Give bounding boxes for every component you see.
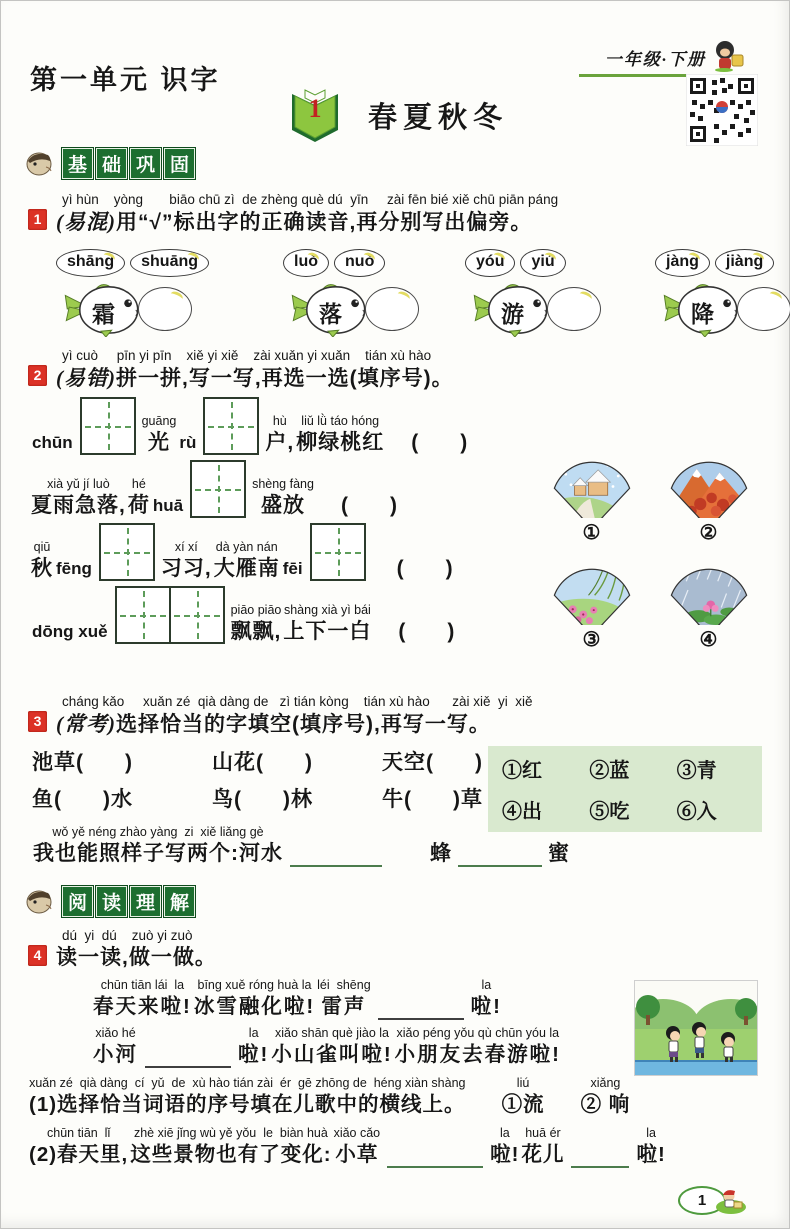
ruby-word: [142, 414, 177, 456]
pinyin-option[interactable]: yóu: [465, 249, 515, 277]
character-options-box: [488, 746, 762, 832]
ruby-word: [29, 1126, 128, 1168]
ruby-pinyin: liú: [516, 1076, 530, 1090]
ruby-pinyin: léi shēng: [317, 978, 371, 992]
ruby-pinyin: la: [646, 1126, 656, 1140]
fish-icon: [62, 281, 142, 337]
ruby-pinyin: chūn tiān lái la: [100, 978, 185, 992]
question-number-badge: 2: [28, 365, 47, 386]
option-item[interactable]: ②蓝: [589, 760, 630, 782]
fill-word[interactable]: 天空( ): [382, 751, 483, 774]
ruby-hanzi: 雷声: [321, 995, 367, 1018]
fan-spring: [540, 555, 643, 652]
ruby-pinyin: xiǎng: [590, 1076, 621, 1090]
lesson-header: [288, 86, 508, 144]
ruby-pinyin: xià yǔ jí luò: [47, 477, 110, 491]
fish-icon: [289, 281, 369, 337]
q1-tag: (易混): [56, 210, 116, 234]
sample-mid: 蜂: [430, 842, 452, 865]
radical-answer-bubble[interactable]: [547, 287, 601, 331]
ruby-hanzi: 这些景物也有了变化:: [130, 1143, 332, 1166]
pinyin-option[interactable]: shuāng: [130, 249, 209, 277]
fill-word[interactable]: 鸟( )林: [212, 788, 313, 811]
option-item[interactable]: ⑤吃: [589, 801, 630, 823]
fish-character: 降: [691, 301, 715, 327]
q1-stem: 用“√”标出字的正确读音,再分别写出偏旁。: [116, 211, 533, 234]
radical-answer-bubble[interactable]: [365, 287, 419, 331]
ruby-word: [636, 1126, 665, 1168]
ruby-pinyin: la: [499, 1126, 510, 1140]
ruby-hanzi: (2)春天里,: [29, 1143, 129, 1166]
ruby-word: [317, 978, 371, 1020]
ruby-hanzi: 大雁南: [213, 557, 280, 580]
ruby-word: [29, 1076, 466, 1118]
question-number-badge: 3: [28, 711, 47, 732]
blank-line[interactable]: [458, 841, 542, 867]
ruby-hanzi: 啦!: [490, 1143, 520, 1166]
fish-group: [56, 249, 209, 337]
q2-text: [56, 364, 774, 393]
fill-word[interactable]: 池草( ): [32, 751, 133, 774]
ruby-hanzi: 荷: [127, 494, 150, 517]
badge-tile: 理: [130, 886, 161, 917]
q2-stem: 拼一拼,写一写,再选一选(填序号)。: [116, 367, 454, 390]
ruby-hanzi: 春天来啦!: [93, 995, 192, 1018]
fan-summer-rain: [657, 555, 760, 652]
lesson-book-icon: [288, 86, 342, 144]
radical-answer-bubble[interactable]: [737, 287, 790, 331]
fish-character: 游: [501, 301, 525, 327]
fish-group: [655, 249, 790, 337]
page-footer: [678, 1186, 748, 1215]
fish-icon: [661, 281, 741, 337]
ruby-pinyin: xiǎo péng yǒu qù chūn yóu la: [396, 1026, 560, 1040]
ruby-pinyin: dà yàn nán: [215, 540, 278, 554]
word-option[interactable]: [502, 1076, 545, 1118]
option-item[interactable]: ③青: [676, 760, 717, 782]
fan-number[interactable]: ①: [582, 522, 601, 544]
ruby-pinyin: xiǎo hé: [95, 1026, 136, 1040]
mascot-footer-icon: [714, 1187, 748, 1215]
writing-box[interactable]: [80, 397, 136, 455]
answer-paren[interactable]: ( ): [340, 494, 398, 517]
inline-pinyin: rù: [179, 433, 197, 452]
ruby-hanzi: 盛放: [261, 494, 305, 517]
fan-number[interactable]: ④: [699, 629, 718, 651]
ruby-pinyin: shèng fàng: [252, 477, 314, 491]
mascot-icon: [24, 149, 56, 179]
ruby-pinyin: la: [481, 978, 492, 992]
kids-illustration: [634, 980, 758, 1076]
ruby-hanzi: 飘飘,: [230, 620, 282, 643]
ruby-hanzi: 小朋友去春游啦!: [394, 1043, 561, 1066]
ruby-word: [31, 477, 126, 519]
ruby-hanzi: 柳绿桃红: [296, 431, 385, 454]
fill-word[interactable]: 山花( ): [212, 751, 313, 774]
ruby-pinyin: shàng xià yì bái: [283, 603, 371, 617]
q2-pinyin: yì cuò pīn yi pīn xiě yi xiě zài xuǎn yi xuǎn tián xù hào: [62, 348, 432, 363]
badge-tile: 础: [96, 148, 127, 179]
pinyin-option[interactable]: yiú: [520, 249, 565, 277]
ruby-hanzi: 小河: [93, 1043, 138, 1066]
ruby-pinyin: la: [248, 1026, 259, 1040]
fish-group: [465, 249, 601, 337]
sample-suffix: 蜜: [548, 842, 570, 865]
ruby-word: [521, 1126, 564, 1168]
q3-pinyin: cháng kǎo xuǎn zé qià dàng de zì tián kòng tián xù hào zài xiě yi xiě: [62, 694, 533, 709]
q3-stem: 选择恰当的字填空(填序号),再写一写。: [116, 713, 491, 736]
blank-line[interactable]: [571, 1142, 629, 1168]
fill-word[interactable]: 牛( )草: [382, 788, 483, 811]
ruby-word: [93, 978, 192, 1020]
blank-line[interactable]: [290, 841, 382, 867]
ruby-hanzi: ①流: [501, 1093, 545, 1116]
mascot-icon: [24, 887, 56, 917]
q3-word-rows: [32, 749, 492, 813]
ruby-word: [194, 978, 315, 1020]
fish-icon: [471, 281, 551, 337]
pinyin-option[interactable]: nuò: [334, 249, 385, 277]
ruby-pinyin: chūn tiān lǐ: [47, 1126, 111, 1140]
ruby-pinyin: xí xí: [174, 540, 198, 554]
ruby-hanzi: 夏雨急落,: [31, 494, 126, 517]
ruby-pinyin: guāng: [141, 414, 177, 428]
q3-text: [56, 710, 774, 739]
fish-groups: [26, 249, 774, 337]
ruby-pinyin: liǔ lǜ táo hóng: [301, 414, 380, 428]
blank-line[interactable]: [387, 1142, 483, 1168]
question-4: [26, 928, 774, 1168]
question-2: [26, 348, 774, 651]
ruby-word: [490, 1126, 519, 1168]
q4-stem: 读一读,做一做。: [56, 946, 217, 969]
badge-tile: 巩: [130, 148, 161, 179]
option-item[interactable]: ⑥入: [676, 801, 717, 823]
ruby-pinyin: xuǎn zé qià dàng cí yǔ de xù hào tián zài ér gē zhōng de héng xiàn shàng: [29, 1076, 466, 1090]
fan-autumn: [657, 448, 760, 545]
ruby-pinyin: zhè xiē jǐng wù yě yǒu le biàn huà: [133, 1126, 328, 1140]
lesson-title: 春夏秋冬: [368, 101, 509, 134]
ruby-word: [265, 414, 294, 456]
unit-title: 第一单元 识字: [30, 65, 221, 95]
ruby-hanzi: (1)选择恰当词语的序号填在儿歌中的横线上。: [29, 1093, 466, 1116]
fan-winter: [540, 448, 643, 545]
ruby-word: [93, 1026, 138, 1068]
word-options: [501, 1076, 632, 1118]
ruby-word: [283, 603, 371, 645]
question-number-badge: 4: [28, 945, 47, 966]
ruby-word: [161, 540, 212, 582]
word-option[interactable]: [581, 1076, 631, 1118]
answer-paren[interactable]: ( ): [411, 431, 469, 454]
pinyin-option[interactable]: shāng: [56, 249, 125, 277]
section-badge-basic: [24, 148, 195, 179]
q2-line-1: [30, 397, 524, 456]
writing-box[interactable]: [190, 460, 246, 518]
option-item[interactable]: ④出: [502, 801, 542, 823]
ruby-hanzi: 户,: [265, 431, 295, 454]
option-item[interactable]: ①红: [502, 760, 542, 782]
ruby-word: [130, 1126, 331, 1168]
fan-pictures: [540, 448, 760, 652]
answer-paren[interactable]: ( ): [396, 557, 454, 580]
ruby-word: [334, 1126, 381, 1168]
writing-box[interactable]: [99, 523, 155, 581]
badge-tile: 阅: [62, 886, 93, 917]
q2-tag: (易错): [56, 366, 116, 390]
inline-pinyin: chūn: [32, 433, 73, 452]
ruby-word: [271, 1026, 392, 1068]
ruby-hanzi: 冰雪融化啦!: [193, 995, 316, 1018]
inline-pinyin: fēi: [282, 559, 303, 578]
ruby-hanzi: 习习,: [160, 557, 212, 580]
answer-paren[interactable]: ( ): [398, 620, 456, 643]
fish-character: 霜: [92, 301, 115, 327]
fan-number[interactable]: ②: [699, 522, 718, 544]
ruby-hanzi: 小山雀叫啦!: [271, 1043, 393, 1066]
ruby-word: [33, 825, 283, 867]
ruby-pinyin: hù: [272, 414, 287, 428]
ruby-word: [252, 477, 314, 519]
badge-tile: 基: [62, 148, 93, 179]
ruby-hanzi: 上下一白: [283, 620, 372, 643]
q4-pinyin: dú yi dú zuò yi zuò: [62, 928, 193, 943]
writing-box[interactable]: [203, 397, 259, 455]
fan-number[interactable]: ③: [582, 629, 601, 651]
ruby-pinyin: hé: [131, 477, 146, 491]
fill-word[interactable]: 鱼( )水: [32, 788, 133, 811]
question-number-badge: 1: [28, 209, 47, 230]
q2-line-4: [30, 586, 524, 645]
section-badge-reading: [24, 886, 195, 917]
writing-box[interactable]: [310, 523, 366, 581]
ruby-hanzi: 花儿: [521, 1143, 565, 1166]
question-1: [26, 192, 774, 337]
q2-line-2: [30, 460, 524, 519]
qr-code: [686, 74, 758, 146]
q1-pinyin: yì hùn yòng biāo chū zì de zhèng què dú yīn zài fēn bié xiě chū piān páng: [62, 192, 559, 207]
ruby-word: [214, 540, 280, 582]
inline-pinyin: dōng xuě: [32, 622, 108, 641]
grade-label: [579, 40, 750, 77]
ruby-pinyin: xiǎo cǎo: [333, 1126, 381, 1140]
q4-text: [56, 944, 774, 972]
writing-box-double[interactable]: [115, 586, 225, 644]
blank-line[interactable]: [378, 994, 464, 1020]
ruby-word: [31, 540, 53, 582]
ruby-hanzi: 啦!: [636, 1143, 666, 1166]
ruby-pinyin: piāo piāo: [230, 603, 282, 617]
ruby-pinyin: bīng xuě róng huà la: [197, 978, 312, 992]
ruby-word: [296, 414, 384, 456]
lesson-number: 1: [308, 94, 322, 123]
ruby-word: [238, 1026, 269, 1068]
badge-tile: 读: [96, 886, 127, 917]
q1-text: [56, 208, 774, 237]
pinyin-option[interactable]: jàng: [655, 249, 710, 277]
mascot-top-icon: [712, 40, 748, 72]
ruby-pinyin: xiǎo shān què jiào la: [275, 1026, 389, 1040]
ruby-hanzi: 秋: [31, 557, 53, 580]
q2-line-3: [30, 523, 524, 582]
ruby-hanzi: 光: [147, 431, 170, 454]
sub-question-1: [28, 1076, 774, 1118]
question-3: [26, 694, 774, 867]
ruby-pinyin: huā ér: [525, 1126, 561, 1140]
ruby-pinyin: wǒ yě néng zhào yàng zi xiě liǎng gè: [52, 825, 264, 839]
fish-character: 落: [319, 301, 343, 327]
badge-tile: 固: [164, 148, 195, 179]
badge-tile: 解: [164, 886, 195, 917]
sub-question-2: [28, 1126, 774, 1168]
ruby-hanzi: 啦!: [470, 995, 502, 1018]
ruby-hanzi: 小草: [335, 1143, 379, 1166]
blank-line[interactable]: [145, 1042, 231, 1068]
grade-label-text: 一年级·下册: [604, 50, 706, 69]
pinyin-option[interactable]: jiàng: [715, 249, 774, 277]
radical-answer-bubble[interactable]: [138, 287, 192, 331]
ruby-pinyin: qiū: [33, 540, 51, 554]
ruby-word: [231, 603, 282, 645]
q3-tag: (常考): [56, 712, 116, 736]
fish-group: [283, 249, 419, 337]
page-number: 1: [678, 1186, 726, 1215]
ruby-word: [128, 477, 150, 519]
ruby-hanzi: 啦!: [238, 1043, 270, 1066]
inline-pinyin: fēng: [56, 559, 92, 578]
ruby-word: [395, 1026, 561, 1068]
ruby-hanzi: 我也能照样子写两个:河水: [33, 842, 283, 865]
ruby-word: [471, 978, 502, 1020]
ruby-hanzi: ② 响: [580, 1093, 631, 1116]
inline-pinyin: huā: [152, 496, 184, 515]
pinyin-option[interactable]: luò: [283, 249, 329, 277]
